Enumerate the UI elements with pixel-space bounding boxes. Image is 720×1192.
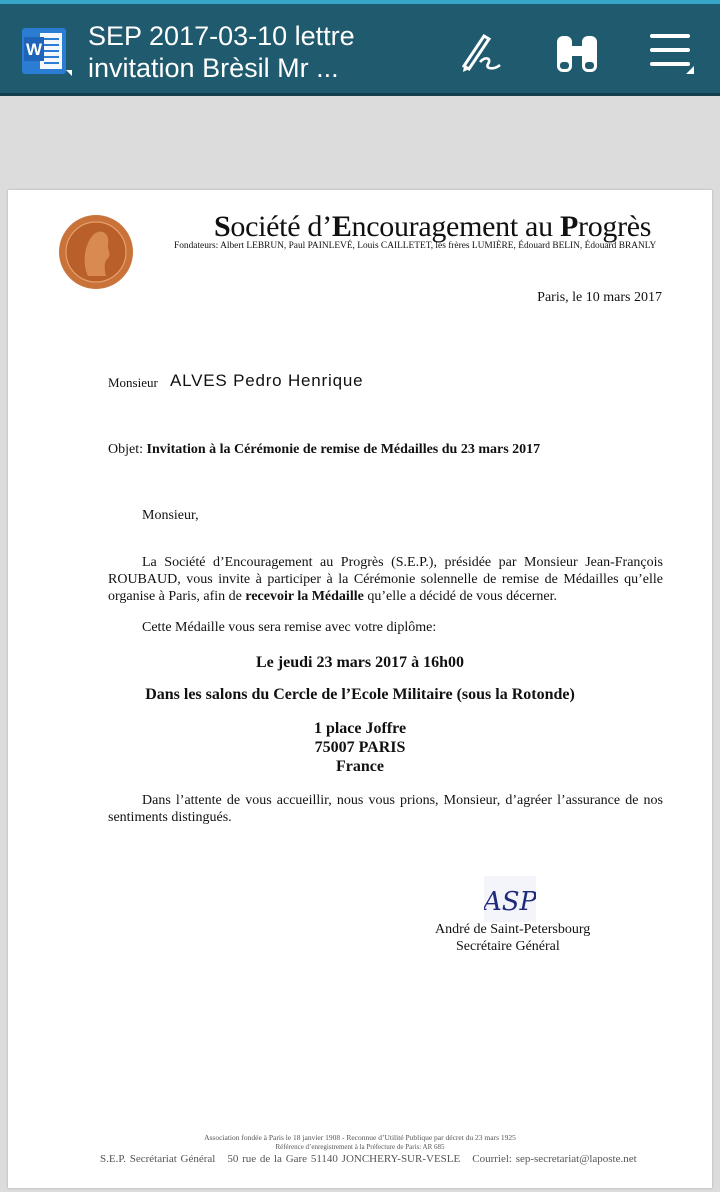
body-bold: recevoir la Médaille (245, 589, 364, 604)
footer-association: Association fondée à Paris le 18 janvier 1908 - Reconnue d’Utilité Publique par décret du 23 mars 1925 (204, 1133, 516, 1142)
event-place: Dans les salons du Cercle de l’Ecole Militaire (sous la Rotonde) (145, 686, 575, 703)
address-line-3: France (336, 758, 384, 775)
footer-address: 50 rue de la Gare 51140 JONCHERY-SUR-VESLE (227, 1153, 461, 1165)
footer-contact (100, 1153, 649, 1165)
signature-scribble (484, 876, 536, 922)
medal-logo-icon (58, 214, 134, 290)
org-initial-e: E (331, 210, 352, 243)
address-line-1: 1 place Joffre (313, 720, 407, 737)
title-line-1: SEP 2017-03-10 lettre (88, 21, 355, 51)
body-end: qu’elle a décidé de vous décerner. (367, 589, 558, 604)
org-part-ncouragement: ncouragement au (351, 210, 560, 243)
toolbar-shadow (0, 93, 720, 96)
address-line-2: 75007 PARIS (314, 739, 406, 756)
title-line-2: invitation Brèsil Mr ... (88, 53, 339, 83)
document-page[interactable] (8, 190, 712, 1188)
body-paragraph (108, 554, 663, 605)
pen-edit-icon[interactable] (454, 28, 502, 76)
binoculars-search-icon[interactable] (553, 28, 601, 76)
org-part-rogres: rogrès (578, 210, 652, 243)
footer-secretariat: S.E.P. Secrétariat Général (100, 1153, 216, 1165)
organization-heading (214, 210, 651, 244)
signer-name: André de Saint-Petersbourg (435, 922, 591, 937)
word-document-icon[interactable] (20, 26, 72, 78)
subject-line (108, 442, 540, 458)
recipient-label: Monsieur (108, 375, 158, 390)
event-date: Le jeudi 23 mars 2017 à 16h00 (256, 654, 464, 671)
recipient-name: ALVES Pedro Henrique (170, 371, 364, 390)
body-intro: La Société d’Encouragement au Progrès (S.E.P.), présidée par Monsieur Jean-François ROUBAUD, vous invite à participer à la Cérémonie solennelle de remise de Médailles qu’elle organise à Paris, afin de (108, 555, 663, 604)
app-toolbar (0, 0, 720, 96)
subject-label: Objet: (108, 442, 143, 457)
document-title (88, 20, 448, 84)
footer-email: Courriel: sep-secretariat@laposte.net (472, 1153, 637, 1165)
footer-registration: Référence d’enregistrement à la Préfecture de Paris: AR 685 (275, 1143, 445, 1151)
org-initial-p: P (559, 210, 578, 243)
org-part-ociete: ociété d’ (230, 210, 332, 243)
founders-line: Fondateurs: Albert LEBRUN, Paul PAINLEVÉ, Louis CAILLETET, les frères LUMIÈRE, Édouard BELIN, Édouard BRANLY (174, 241, 657, 251)
menu-icon[interactable] (648, 28, 696, 76)
svg-text:W: W (25, 40, 43, 59)
signer-role: Secrétaire Général (456, 939, 560, 954)
closing-paragraph: Dans l’attente de vous accueillir, nous vous prions, Monsieur, d’agréer l’assurance de nos sentiments distingués. (108, 793, 663, 825)
org-initial-s: S (214, 210, 231, 243)
salutation: Monsieur, (142, 508, 199, 523)
diploma-sentence: Cette Médaille vous sera remise avec votre diplôme: (142, 620, 437, 635)
subject-text: Invitation à la Cérémonie de remise de Médailles du 23 mars 2017 (146, 442, 541, 457)
signature-initials: ASP (484, 887, 536, 917)
letter-date: Paris, le 10 mars 2017 (537, 290, 662, 305)
signature (484, 876, 536, 922)
